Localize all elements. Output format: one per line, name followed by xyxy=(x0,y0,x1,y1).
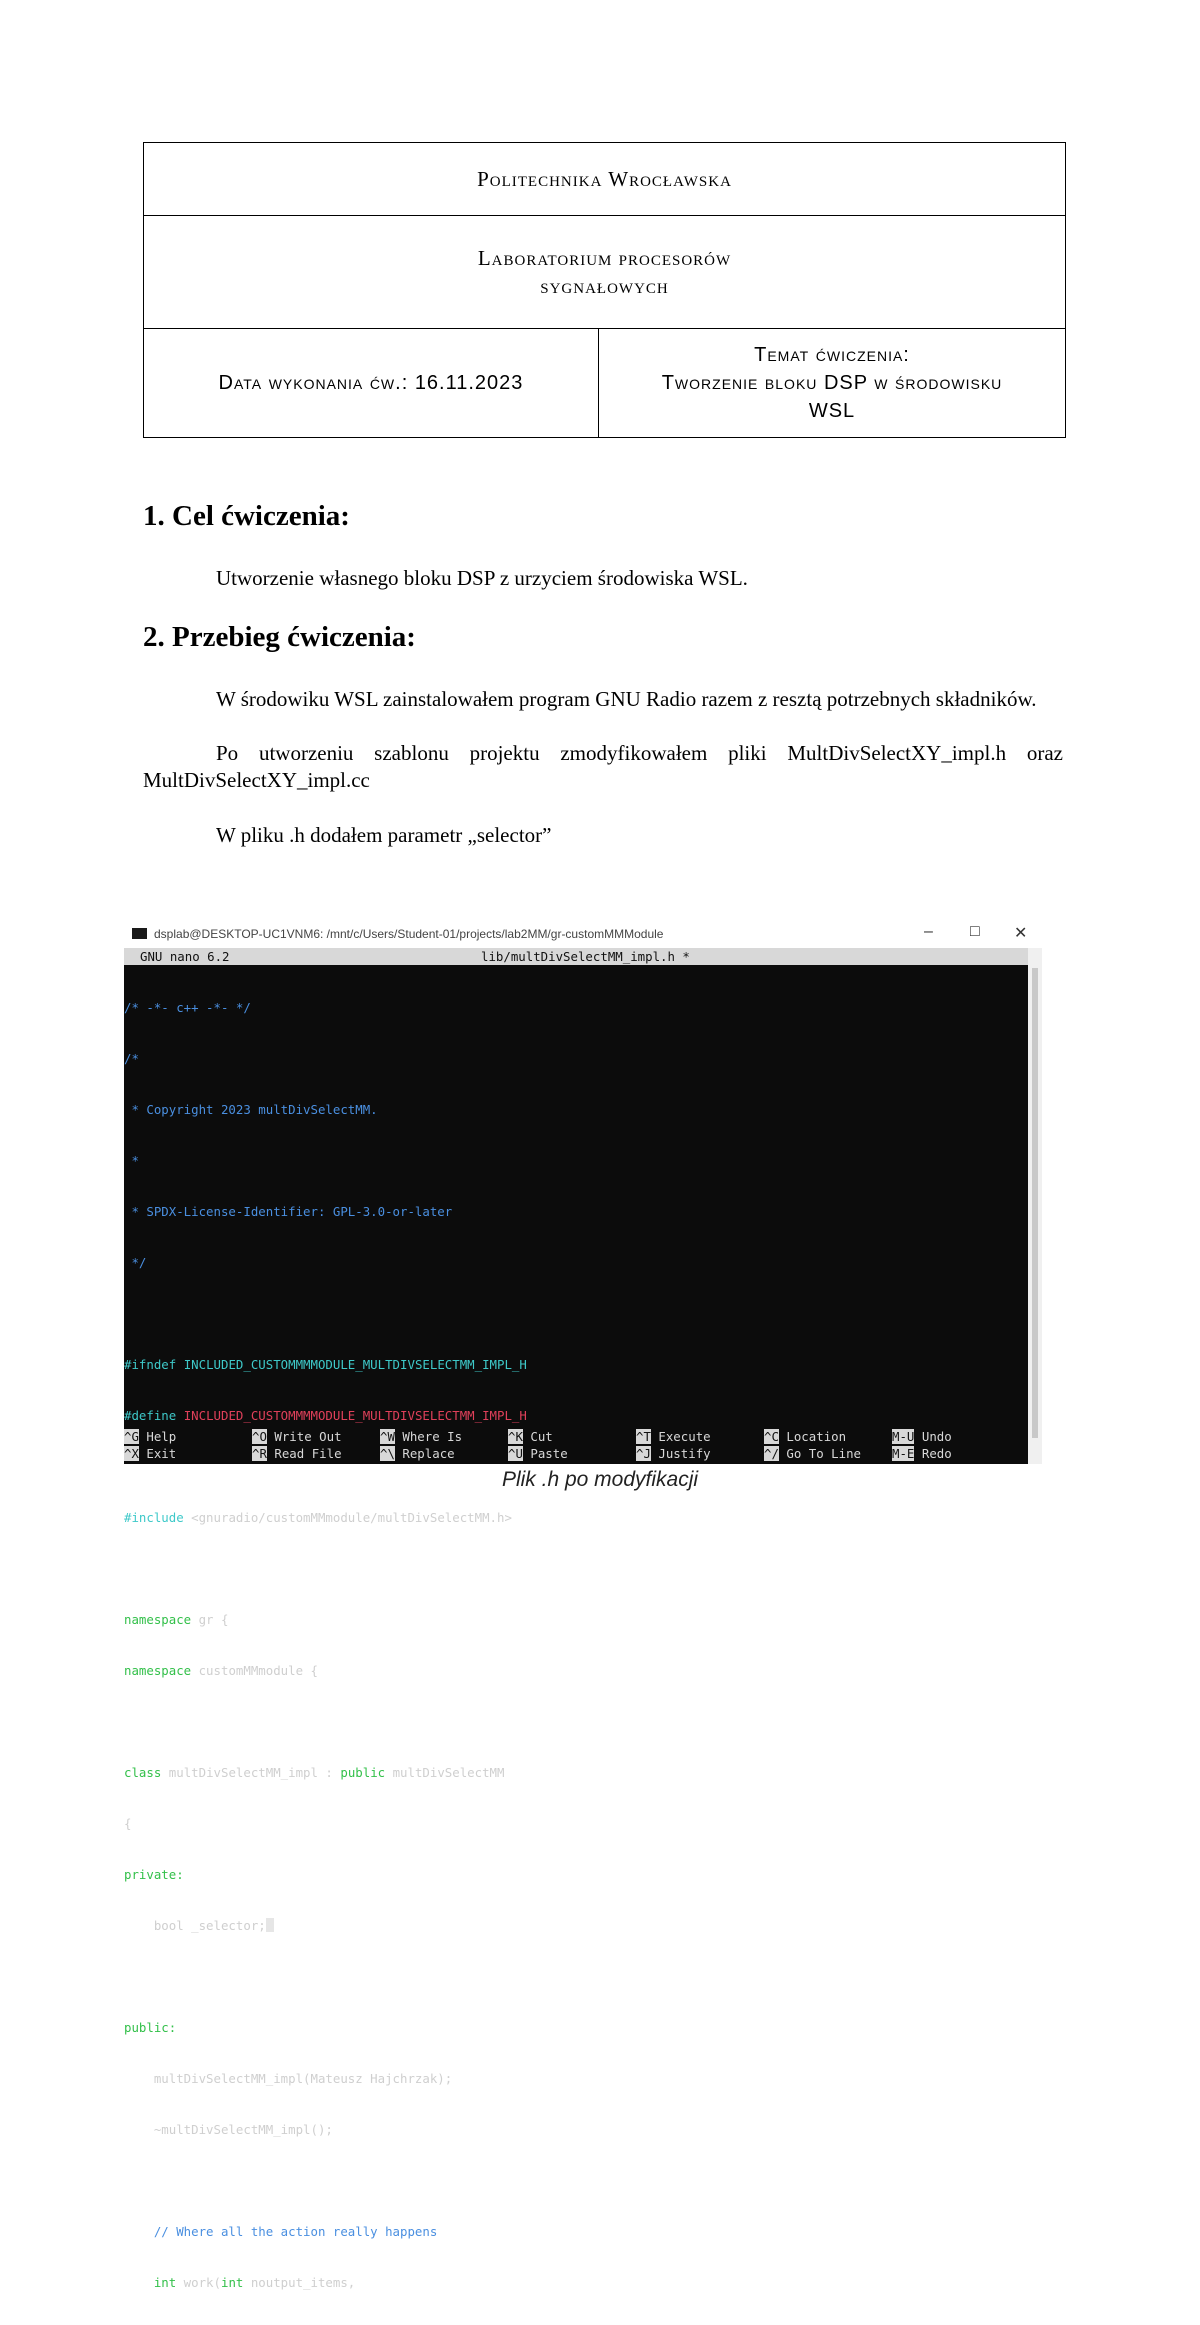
terminal-window-title: dsplab@DESKTOP-UC1VNM6: /mnt/c/Users/Student-01/projects/lab2MM/gr-customMMModule xyxy=(154,927,664,941)
code-token: #ifndef xyxy=(124,1357,184,1372)
code-line: // Where all the action really happens xyxy=(124,2224,438,2239)
lab-cell xyxy=(144,216,1066,329)
code-line xyxy=(124,1305,527,1322)
shortcut-go-to-line: ^/ Go To Line xyxy=(764,1446,861,1461)
section2-paragraph2: Po utworzeniu szablonu projektu zmodyfikowałem pliki MultDivSelectXY_impl.h oraz MultDivSelectXY_impl.cc xyxy=(143,741,1063,792)
code-token: INCLUDED_CUSTOMMMMODULE_MULTDIVSELECTMM_IMPL_H xyxy=(183,1408,527,1423)
shortcut-exit: ^X Exit xyxy=(124,1446,177,1461)
code-token: customMMmodule { xyxy=(191,1663,318,1678)
code-line: /* xyxy=(124,1051,139,1066)
section2-paragraph1: W środowiku WSL zainstalowałem program GNU Radio razem z resztą potrzebnych składników. xyxy=(216,687,1037,711)
code-line: * Copyright 2023 multDivSelectMM. xyxy=(124,1102,378,1117)
code-area xyxy=(124,965,527,2325)
code-line xyxy=(124,2274,527,2291)
shortcut-redo: M-E Redo xyxy=(892,1446,952,1461)
date-label: Data wykonania ćw.: 16.11.2023 xyxy=(218,372,524,394)
section2-title: 2. Przebieg ćwiczenia: xyxy=(143,621,416,653)
code-line xyxy=(124,1611,527,1628)
shortcut-location: ^C Location xyxy=(764,1429,847,1444)
code-token: multDivSelectMM_impl : xyxy=(161,1765,341,1780)
code-token: int xyxy=(124,2275,177,2290)
code-line: /* -*- c++ -*- */ xyxy=(124,1000,251,1015)
code-token: multDivSelectMM xyxy=(385,1765,505,1780)
code-token: <gnuradio/customMMmodule/multDivSelectMM.h> xyxy=(191,1510,512,1525)
header-table xyxy=(143,142,1066,438)
shortcut-help: ^G Help xyxy=(124,1429,177,1444)
shortcut-paste: ^U Paste xyxy=(508,1446,568,1461)
code-token: public xyxy=(340,1765,386,1780)
code-line xyxy=(124,1713,527,1730)
topic-line1: Temat ćwiczenia: xyxy=(754,344,910,366)
text-cursor xyxy=(266,1918,274,1932)
code-line: * SPDX-License-Identifier: GPL-3.0-or-later xyxy=(124,1204,453,1219)
code-token: bool _selector; xyxy=(124,1918,266,1933)
code-token: #define xyxy=(124,1408,184,1423)
editor-version: GNU nano 6.2 xyxy=(140,949,230,964)
code-line: { xyxy=(124,1816,132,1831)
lab-title-line1: Laboratorium procesorów xyxy=(477,246,732,270)
shortcut-undo: M-U Undo xyxy=(892,1429,952,1444)
shortcut-write-out: ^O Write Out xyxy=(252,1429,342,1444)
code-line: */ xyxy=(124,1255,147,1270)
terminal-scrollbar xyxy=(1028,948,1042,1464)
code-line xyxy=(124,1662,527,1679)
editor-filename: lib/multDivSelectMM_impl.h * xyxy=(481,949,690,964)
code-line: * xyxy=(124,1153,139,1168)
shortcut-justify: ^J Justify xyxy=(636,1446,711,1461)
code-line xyxy=(124,1560,527,1577)
section2-paragraph3: W pliku .h dodałem parametr „selector” xyxy=(216,823,552,847)
code-token: int xyxy=(220,2275,244,2290)
terminal-titlebar xyxy=(124,920,1042,948)
minimize-icon: – xyxy=(924,923,933,940)
code-line: ~multDivSelectMM_impl(); xyxy=(124,2122,333,2137)
code-token: namespace xyxy=(124,1663,192,1678)
code-line xyxy=(124,1509,527,1526)
lab-title-line2: sygnałowych xyxy=(540,274,669,298)
code-token: class xyxy=(124,1765,162,1780)
code-line: private: xyxy=(124,1867,184,1882)
shortcut-execute: ^T Execute xyxy=(636,1429,711,1444)
code-line xyxy=(124,1407,527,1424)
scrollbar-thumb xyxy=(1032,968,1038,1438)
date-cell xyxy=(144,329,599,438)
terminal-icon xyxy=(132,928,147,939)
code-line xyxy=(124,1356,527,1373)
figure-caption: Plik .h po modyfikacji xyxy=(501,1468,699,1491)
section1-title: 1. Cel ćwiczenia: xyxy=(143,500,350,532)
code-token: gr { xyxy=(191,1612,229,1627)
shortcut-where-is: ^W Where Is xyxy=(380,1429,463,1444)
maximize-icon: □ xyxy=(970,923,980,940)
topic-cell xyxy=(599,329,1066,438)
code-line: public: xyxy=(124,2020,177,2035)
topic-line2: Tworzenie bloku DSP w środowisku xyxy=(661,372,1003,394)
university-name: Politechnika Wrocławska xyxy=(477,167,732,191)
shortcut-replace: ^\ Replace xyxy=(380,1446,455,1461)
nano-title-bar xyxy=(124,948,1028,965)
code-token: #include xyxy=(124,1510,192,1525)
code-token: work( xyxy=(176,2275,221,2290)
university-cell xyxy=(144,143,1066,216)
shortcut-cut: ^K Cut xyxy=(508,1429,553,1444)
nano-shortcut-bar xyxy=(124,1428,1028,1464)
shortcut-read-file: ^R Read File xyxy=(252,1446,342,1461)
code-token: noutput_items, xyxy=(243,2275,356,2290)
code-line xyxy=(124,1764,527,1781)
code-line xyxy=(124,2172,527,2189)
code-token: namespace xyxy=(124,1612,192,1627)
code-line xyxy=(124,1917,527,1934)
code-line xyxy=(124,1968,527,1985)
topic-line3: WSL xyxy=(808,400,856,422)
close-icon: ✕ xyxy=(1014,925,1028,942)
code-line: multDivSelectMM_impl(Mateusz Hajchrzak); xyxy=(124,2071,453,2086)
section1-text: Utworzenie własnego bloku DSP z urzyciem środowiska WSL. xyxy=(216,566,748,590)
code-token: INCLUDED_CUSTOMMMMODULE_MULTDIVSELECTMM_IMPL_H xyxy=(183,1357,527,1372)
